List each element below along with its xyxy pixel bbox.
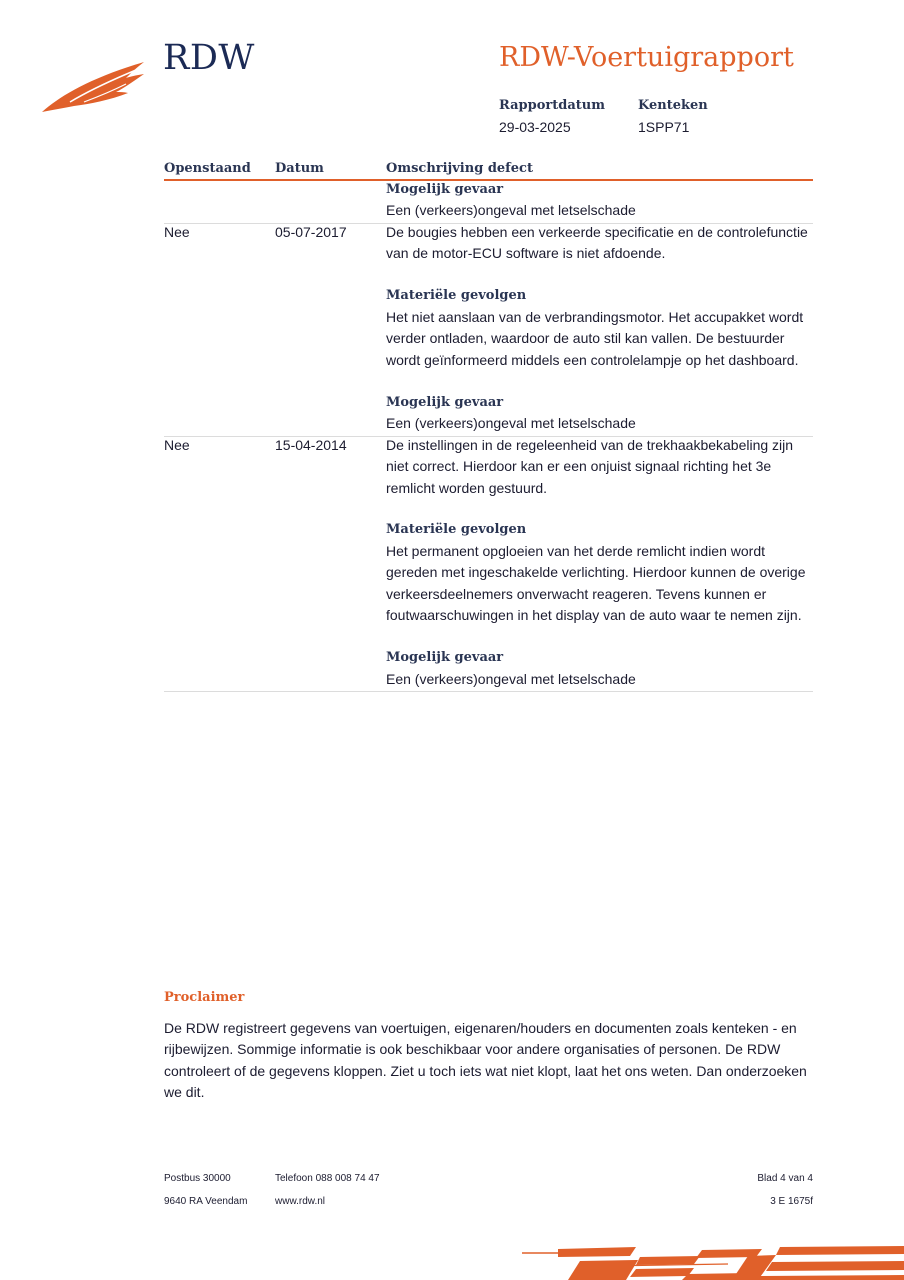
footer-page-number: Blad 4 van 4 <box>757 1173 813 1184</box>
row-danger-label: Mogelijk gevaar <box>386 650 504 665</box>
table-header-divider <box>164 179 813 181</box>
footer-website-link[interactable]: www.rdw.nl <box>275 1196 326 1207</box>
row-danger-text: Een (verkeers)ongeval met letselschade <box>386 415 636 431</box>
row-date: 15-04-2014 <box>275 437 347 453</box>
footer-postcode: 9640 RA Veendam <box>164 1196 248 1207</box>
row-open-status: Nee <box>164 437 190 453</box>
row-date: 05-07-2017 <box>275 224 347 240</box>
row-consequences-text: Het permanent opgloeien van het derde remlicht indien wordt gereden met ingeschakelde verlichting. Hierdoor kunnen de overige verkeersdeelnemers onverwacht reageren. Tevens kunnen er foutwaarschuwingen in het display van de auto waar te nemen zijn. <box>386 543 806 623</box>
footer-phone: Telefoon 088 008 74 47 <box>275 1173 380 1184</box>
row-description: De instellingen in de regeleenheid van de trekhaakbekabeling zijn niet correct. Hierdoor kan er een onjuist signaal richting het 3e remlicht worden gestuurd. <box>386 437 794 496</box>
rdw-logo-text: RDW <box>163 38 255 78</box>
proclaimer-title: Proclaimer <box>164 990 245 1005</box>
row-description: De bougies hebben een verkeerde specificatie en de controlefunctie van de motor-ECU software is niet afdoende. <box>386 224 808 262</box>
plate-label: Kenteken <box>638 98 708 113</box>
report-date-label: Rapportdatum <box>499 98 605 113</box>
footer-postbus: Postbus 30000 <box>164 1173 231 1184</box>
row-danger-label: Mogelijk gevaar <box>386 395 504 410</box>
column-header-datum: Datum <box>275 161 324 176</box>
rdw-logo-wing-icon <box>40 56 150 116</box>
plate-value: 1SPP71 <box>638 119 690 135</box>
row-open-status: Nee <box>164 224 190 240</box>
report-title: RDW-Voertuigrapport <box>499 42 794 73</box>
column-header-openstaand: Openstaand <box>164 161 251 176</box>
report-date-value: 29-03-2025 <box>499 119 571 135</box>
row-divider <box>164 691 813 692</box>
footer-doc-code: 3 E 1675f <box>770 1196 813 1207</box>
row-danger-text: Een (verkeers)ongeval met letselschade <box>386 671 636 687</box>
carryover-danger-text: Een (verkeers)ongeval met letselschade <box>386 202 636 218</box>
row-consequences-label: Materiële gevolgen <box>386 522 527 537</box>
column-header-omschrijving: Omschrijving defect <box>386 161 533 176</box>
proclaimer-text: De RDW registreert gegevens van voertuigen, eigenaren/houders en documenten zoals kenteken - en rijbewijzen. Sommige informatie is ook beschikbaar voor andere organisaties of personen. De RDW controleert of de gegevens kloppen. Ziet u toch iets wat niet klopt, laat het ons weten. Dan onderzoeken we dit. <box>164 1020 807 1100</box>
carryover-danger-label: Mogelijk gevaar <box>386 182 504 197</box>
row-consequences-text: Het niet aanslaan van de verbrandingsmotor. Het accupakket wordt verder ontladen, waardoor de auto stil kan vallen. De bestuurder wordt geïnformeerd middels een controlelampje op het dashboard. <box>386 309 804 368</box>
footer-stripes-icon <box>518 1244 904 1280</box>
row-consequences-label: Materiële gevolgen <box>386 288 527 303</box>
